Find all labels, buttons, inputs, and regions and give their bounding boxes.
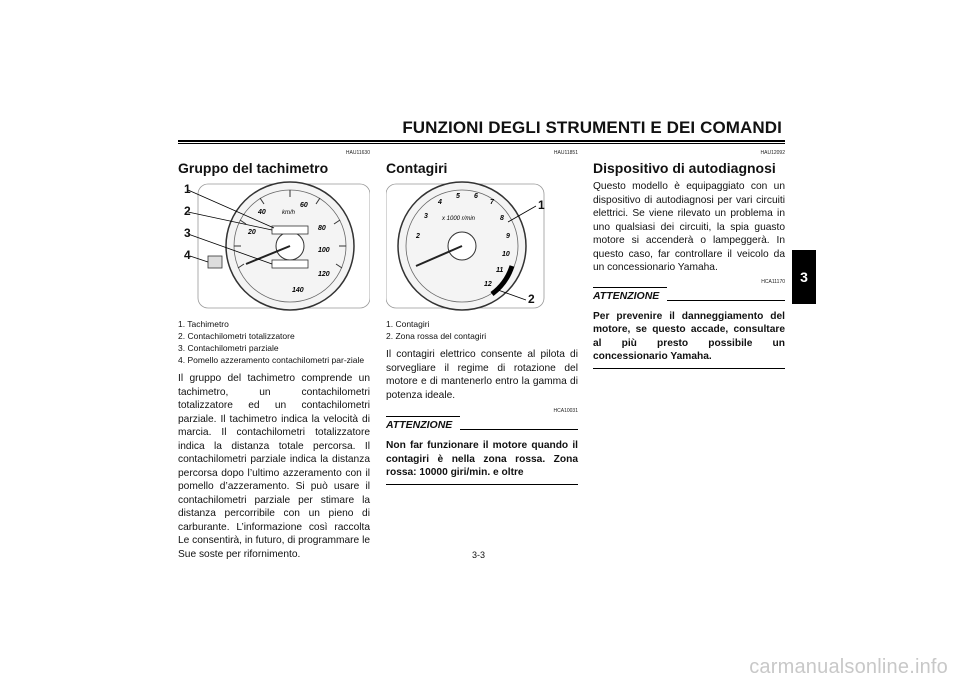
warning-box xyxy=(386,416,578,485)
section-title: Gruppo del tachimetro xyxy=(178,160,329,176)
speedometer-illustration xyxy=(178,180,370,312)
speedometer-figure xyxy=(178,180,370,312)
header-rule xyxy=(178,140,785,142)
tachometer-illustration xyxy=(386,180,578,312)
section-title: Dispositivo di autodiagnosi xyxy=(593,160,776,176)
tachometer-tick-label: 8 xyxy=(500,215,504,222)
caption-item: 3. Contachilometri parziale xyxy=(178,343,279,353)
body-paragraph: Questo modello è equipaggiato con un dispositivo di autodiagnosi per vari circuiti elettrici. Se viene rilevato un problema in uno qualsiasi dei circuiti, la spia guasto motore si accenderà o lampeggerà. In questo caso, far controllare il veicolo da un concessionario Yamaha. xyxy=(593,181,785,273)
body-paragraph: Il gruppo del tachimetro comprende un tachimetro, un contachilometri totalizzatore ed un contachilometri parziale. Il tachimetro indica la velocità di marcia. Il contachilometri totalizzatore indica la distanza totale percorsa. Il contachilometri parziale indica la distanza percorsa dopo l’ultimo azzeramento con il pomello d’azzeramento. Si può usare il contachilometri parziale per stimare la distanza percorribile con un pieno di carburante. L’informazione così raccolta Le consentirà, in futuro, di programmare le Sue soste per rifornimento. xyxy=(178,373,370,560)
page-header-title: FUNZIONI DEGLI STRUMENTI E DEI COMANDI xyxy=(402,118,782,137)
callout-3: 3 xyxy=(184,226,191,240)
watermark: carmanualsonline.info xyxy=(749,656,948,678)
tachometer-tick-label: 3 xyxy=(424,213,428,220)
speedometer-tick-label: 20 xyxy=(248,229,256,236)
figure-captions xyxy=(178,318,370,366)
tachometer-tick-label: 7 xyxy=(490,199,494,206)
warning-label: ATTENZIONE xyxy=(386,416,460,433)
warning-text: Per prevenire il danneggiamento del motore, se questo accade, consultare al più presto possibile un concessionario Yamaha. xyxy=(593,310,785,362)
section-code: HAU11630 xyxy=(345,150,370,156)
caption-item: 1. Tachimetro xyxy=(178,319,229,329)
section-title: Contagiri xyxy=(386,160,448,176)
caption-item: 2. Contachilometri totalizzatore xyxy=(178,331,295,341)
speedometer-tick-label: 100 xyxy=(318,247,330,254)
chapter-tab: 3 xyxy=(792,250,816,304)
tachometer-tick-label: 4 xyxy=(438,199,442,206)
callout-1: 1 xyxy=(538,198,545,212)
figure-captions xyxy=(386,318,578,342)
page-number: 3-3 xyxy=(472,550,486,560)
caption-item: 4. Pomello azzeramento contachilometri par-ziale xyxy=(178,355,365,365)
tachometer-figure xyxy=(386,180,578,312)
tachometer-tick-label: 11 xyxy=(496,267,504,274)
warning-bottom-rule xyxy=(593,368,785,369)
tachometer-tick-label: 12 xyxy=(484,281,492,288)
caption-item: 1. Contagiri xyxy=(386,319,430,329)
speedometer-tick-label: 80 xyxy=(318,225,326,232)
callout-2: 2 xyxy=(184,204,191,218)
column-tachometer xyxy=(386,150,578,485)
speedometer-tick-label: 60 xyxy=(300,202,308,209)
callout-4: 4 xyxy=(184,248,191,262)
speedometer-tick-label: 40 xyxy=(258,209,266,216)
header-rule-thin xyxy=(178,143,785,144)
section-code: HAU11851 xyxy=(553,150,578,156)
callout-2: 2 xyxy=(528,292,535,306)
tachometer-tick-label: 5 xyxy=(456,193,460,200)
tachometer-tick-label: 2 xyxy=(416,233,420,240)
warning-code: HCA11170 xyxy=(761,278,785,285)
section-code: HAU12092 xyxy=(760,150,785,156)
column-self-diagnosis xyxy=(593,150,785,369)
speedometer-tick-label: 120 xyxy=(318,271,330,278)
tachometer-tick-label: 6 xyxy=(474,193,478,200)
warning-code: HCA10031 xyxy=(553,408,578,414)
tachometer-unit-label: x 1000 r/min xyxy=(442,216,476,222)
tachometer-tick-label: 10 xyxy=(502,251,510,258)
callout-1: 1 xyxy=(184,182,191,196)
warning-text: Non far funzionare il motore quando il contagiri è nella zona rossa. Zona rossa: 10000 giri/min. e oltre xyxy=(386,440,578,478)
warning-label: ATTENZIONE xyxy=(593,287,667,304)
column-speedometer xyxy=(178,150,370,561)
warning-rule xyxy=(667,300,785,301)
caption-item: 2. Zona rossa del contagiri xyxy=(386,331,487,341)
speedometer-unit-label: km/h xyxy=(282,210,296,216)
warning-rule xyxy=(460,429,578,430)
warning-bottom-rule xyxy=(386,484,578,485)
speedometer-tick-label: 140 xyxy=(292,287,304,294)
tachometer-tick-label: 9 xyxy=(506,233,510,240)
body-paragraph: Il contagiri elettrico consente al pilota di sorvegliare il regime di rotazione del motore e di mantenerlo entro la gamma di potenza ideale. xyxy=(386,349,578,401)
warning-box xyxy=(593,287,785,369)
